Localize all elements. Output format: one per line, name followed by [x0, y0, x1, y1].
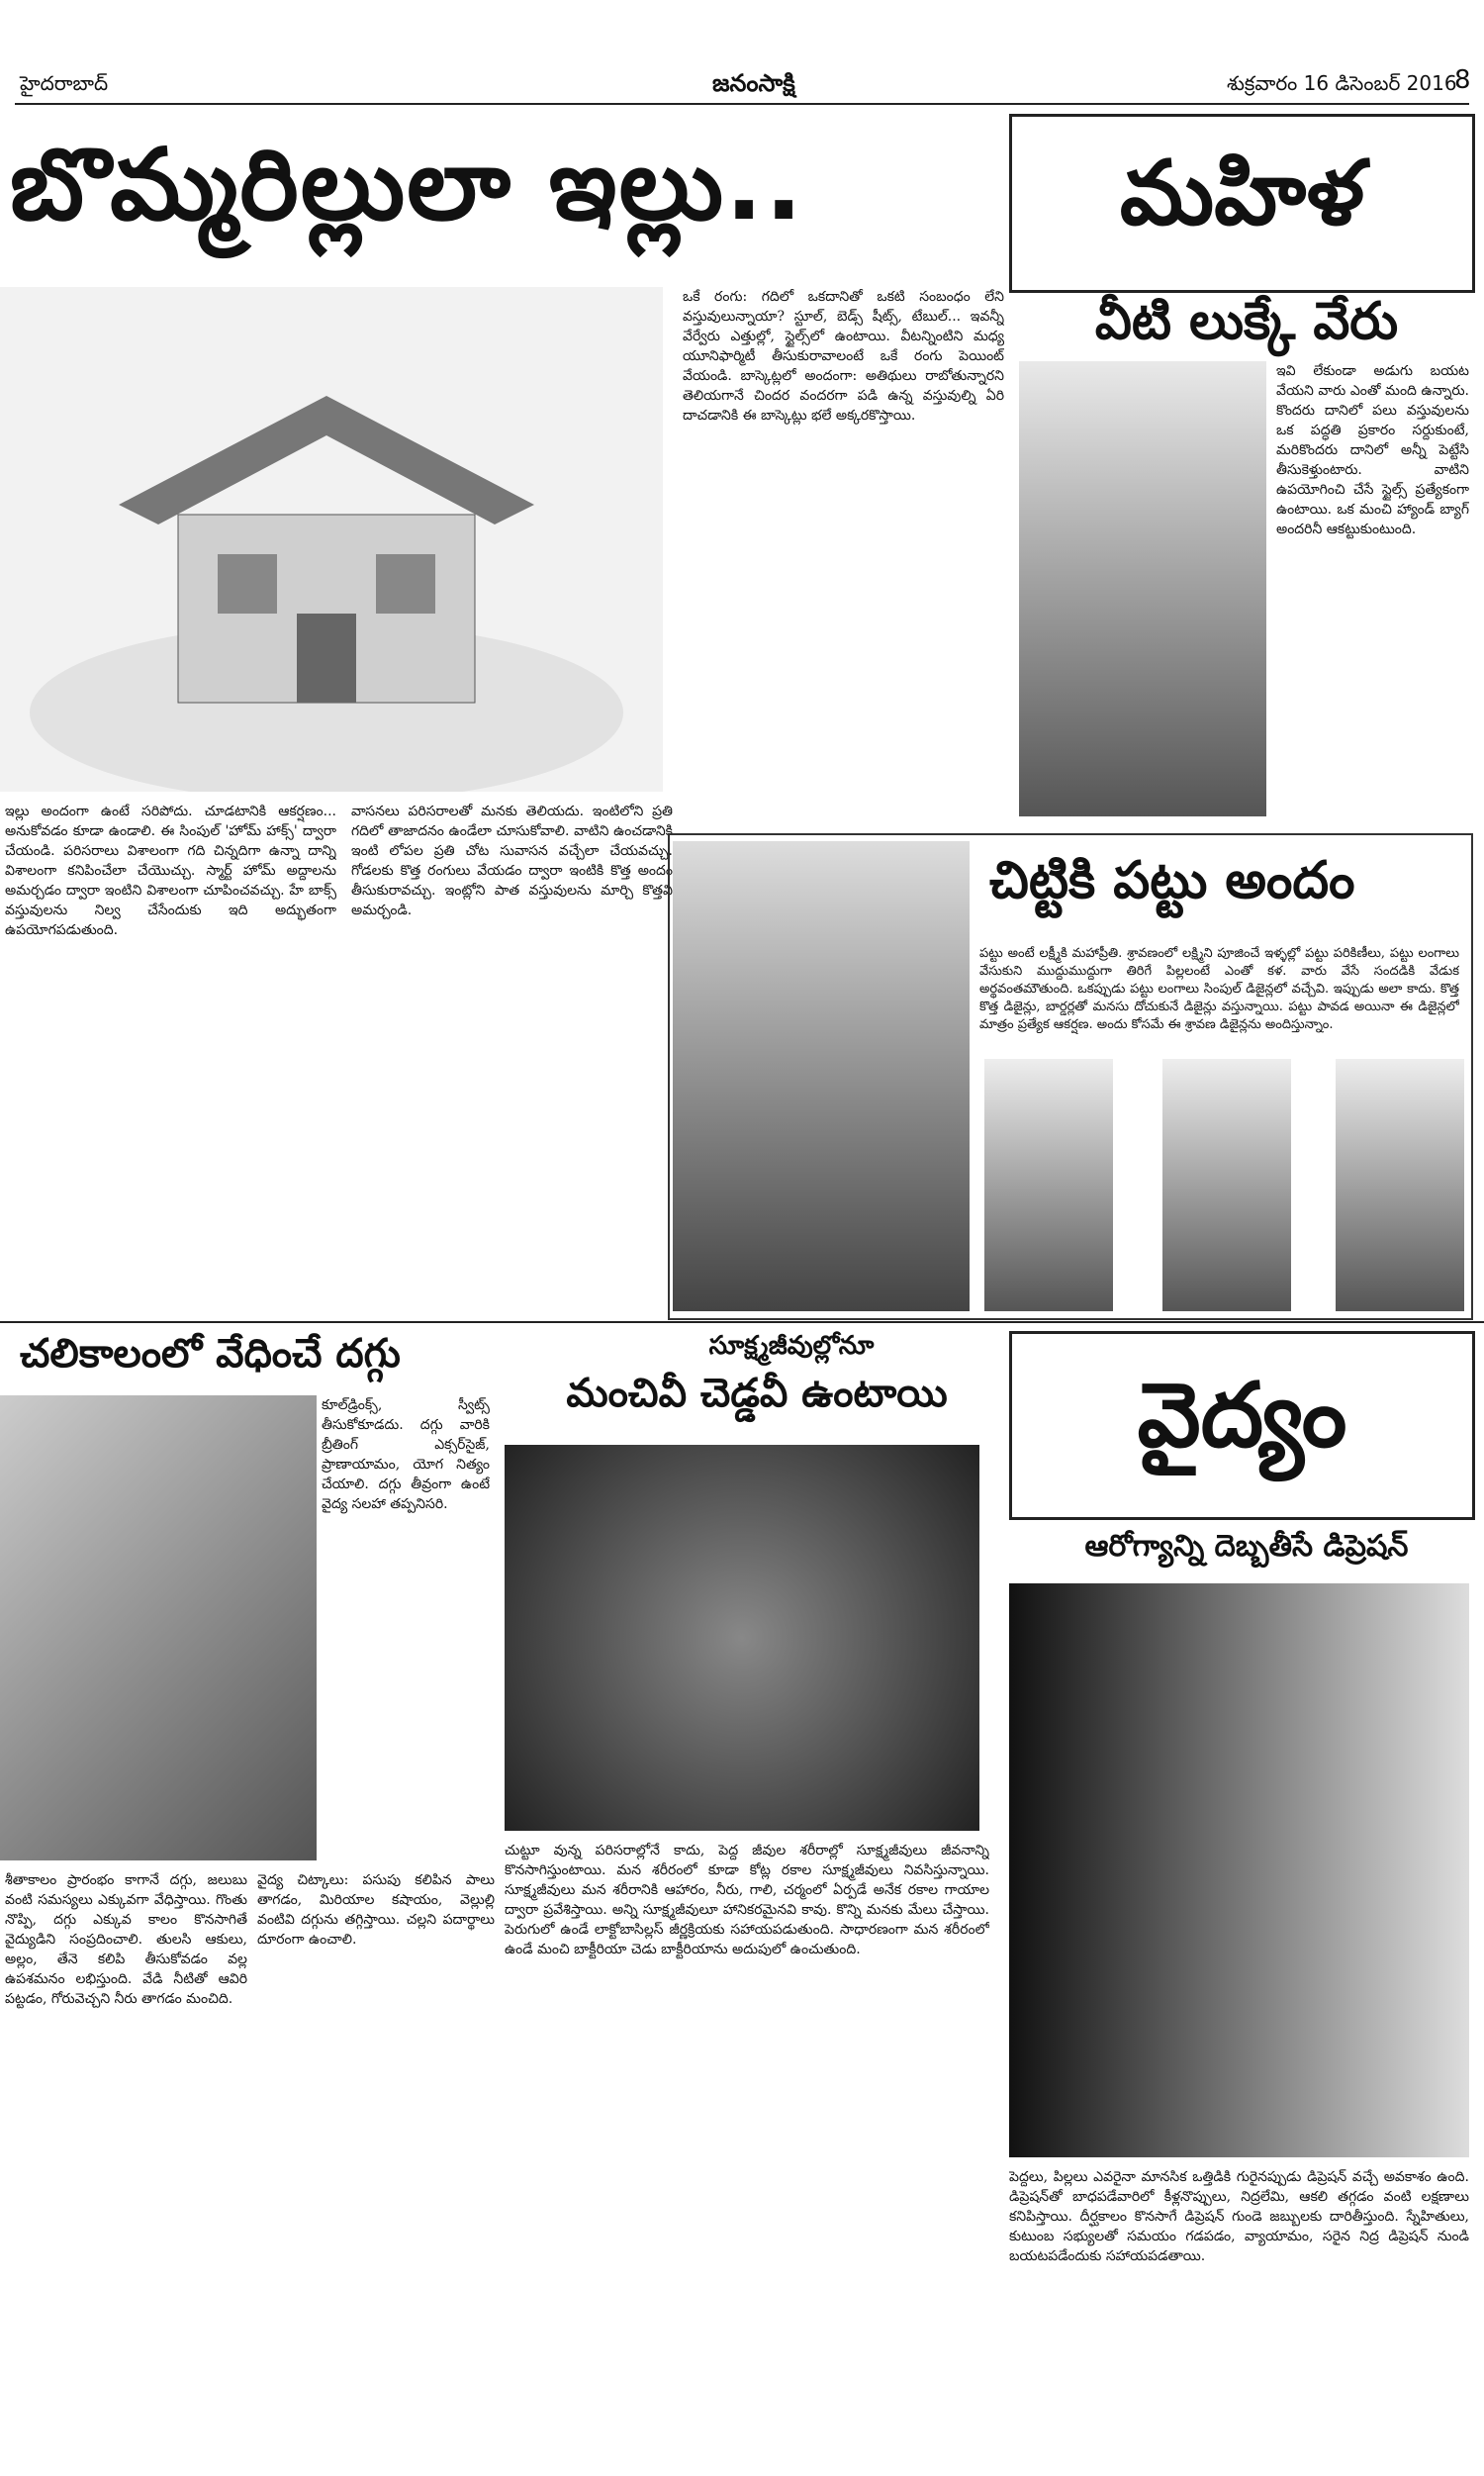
- microbes-photo: [505, 1445, 979, 1831]
- story-headline: బొమ్మరిల్లులా ఇల్లు..: [10, 127, 805, 242]
- daggu-headline: చలికాలంలో వేధించే దగ్గు: [20, 1331, 401, 1377]
- mahila-logo: మహిళ: [1009, 114, 1475, 293]
- story1-column-b: వాసనలు పరిసరాలతో మనకు తెలియదు. ఇంటిలోని ప్రతి గదిలో తాజాదనం ఉండేలా చూసుకోవాలి. వాటిని ఉంచడానికి ఇంటి లోపల ప్రతి చోట సువాసన వచ్చేలా చేయవచ్చు. గోడలకు కొత్త రంగులు వేయడం ద్వారా ఇంటికి కొత్త అందం తీసుకురావచ్చు. ఇంట్లోని పాత వస్తువులను మార్చి కొత్తవి అమర్చండి.: [351, 804, 673, 918]
- masthead-city: హైదరాబాద్: [20, 71, 109, 95]
- story1-column-c: ఒకే రంగు: గదిలో ఒకదానితో ఒకటి సంబంధం లేని వస్తువులున్నాయా? స్టూల్, బెడ్స్ షీట్స్, టేబుల్... ఇవన్నీ వేర్వేరు ఎత్తుల్లో, స్టైల్స్‌లో ఉంటాయి. వీటన్నింటిని మధ్య యూనిఫార్మిటీ తీసుకురావాలంటే ఒకే రంగు పెయింట్ వేయండి. బాస్కెట్లలో అందంగా: అతిథులు రాబోతున్నారని తెలియగానే చిందర వందరగా పడి ఉన్న వస్తువుల్ని ఏరి దాచడానికి ఈ బాస్కెట్లు భలే అక్కరకొస్తాయి.: [683, 289, 1004, 424]
- page-number: 8: [1454, 65, 1471, 95]
- section-divider: [0, 1321, 1484, 1323]
- pattu-body: పట్టు అంటే లక్ష్మీకి మహాప్రీతి. శ్రావణంలో లక్ష్మిని పూజించే ఇళ్ళల్లో పట్టు పరికిణీలు, పట్టు లంగాలు వేసుకుని ముద్దుముద్దుగా తిరిగే పిల్లలంటే ఎంతో కళ. వారు వేసే సందడికి వేడుక అర్థవంతమౌతుంది. ఒకప్పుడు పట్టు లంగాలు సింపుల్ డిజైన్లలో వచ్చేవి. ఇప్పుడు అలా కాదు. కొత్త కొత్త డిజైన్లు, బార్డర్లతో మనసు దోచుకునే డిజైన్లు వస్తున్నాయి. పట్టు పావడ అయినా ఈ డిజైన్లలో మాత్రం ప్రత్యేక ఆకర్షణ. అందు కోసమే ఈ శ్రావణ డిజైన్లను అందిస్తున్నాం.: [979, 946, 1459, 1032]
- house-photo: [0, 287, 663, 792]
- story1-column-a: ఇల్లు అందంగా ఉంటే సరిపోదు. చూడటానికి ఆకర్షణం... అనుకోవడం కూడా ఉండాలి. ఈ సింపుల్ 'హోమ్ హాక్స్' ద్వారా చేయండి. పరిసరాలు విశాలంగా గది చిన్నదిగా ఉన్నా దాన్ని విశాలంగా కనిపించేలా చేయొచ్చు. స్మార్ట్ హోమ్ అద్దాలను అమర్చడం ద్వారా ఇంటిని విశాలంగా చూపించవచ్చు. హే బాక్స్ వస్తువులను నిల్వ చేసేందుకు ఇది అద్భుతంగా ఉపయోగపడుతుంది.: [5, 804, 336, 938]
- daggu-column-a: శీతాకాలం ప్రారంభం కాగానే దగ్గు, జలుబు వంటి సమస్యలు ఎక్కువగా వేధిస్తాయి. గొంతు నొప్పి, దగ్గు ఎక్కువ కాలం కొనసాగితే వైద్యుడిని సంప్రదించాలి. తులసి ఆకులు, అల్లం, తేనె కలిపి తీసుకోవడం వల్ల ఉపశమనం లభిస్తుంది. వేడి నీటితో ఆవిరి పట్టడం, గోరువెచ్చని నీరు తాగడం మంచిది.: [5, 1872, 247, 2007]
- masthead-date: శుక్రవారం 16 డిసెంబర్ 2016: [1227, 71, 1457, 95]
- daggu-column-b: కూల్‌డ్రింక్స్, స్వీట్స్ తీసుకోకూడదు. దగ్గు వారికి బ్రీతింగ్ ఎక్సర్‌సైజ్, ప్రాణాయామం, యోగ నిత్యం చేయాలి. దగ్గు తీవ్రంగా ఉంటే వైద్య సలహా తప్పనిసరి.: [322, 1397, 490, 1512]
- daggu-column-c: వైద్య చిట్కాలు: పసుపు కలిపిన పాలు తాగడం, మిరియాల కషాయం, వెల్లుల్లి వంటివి దగ్గును తగ్గిస్తాయి. చల్లని పదార్థాలు దూరంగా ఉంచాలి.: [257, 1872, 495, 1948]
- vaidyam-headline: ఆరోగ్యాన్ని దెబ్బతీసే డిప్రెషన్: [1084, 1529, 1409, 1564]
- mahila-headline: వీటి లుక్కే వేరు: [1094, 292, 1399, 351]
- girl-pattu-photo: [673, 841, 970, 1311]
- vaidyam-body: పెద్దలు, పిల్లలు ఎవరైనా మానసిక ఒత్తిడికి గురైనప్పుడు డిప్రెషన్ వచ్చే అవకాశం ఉంది. డిప్రెషన్‌తో బాధపడేవారిలో కీళ్లనొప్పులు, నిద్రలేమి, ఆకలి తగ్గడం వంటి లక్షణాలు కనిపిస్తాయి. దీర్ఘకాలం కొనసాగే డిప్రెషన్ గుండె జబ్బులకు దారితీస్తుంది. స్నేహితులు, కుటుంబ సభ్యులతో సమయం గడపడం, వ్యాయామం, సరైన నిద్ర డిప్రెషన్ నుండి బయటపడేందుకు సహాయపడతాయి.: [1009, 2169, 1469, 2264]
- sukshma-headline: మంచివీ చెడ్డవీ ఉంటాయి: [566, 1371, 948, 1416]
- pattu-headline: చిట్టికి పట్టు అందం: [989, 851, 1355, 910]
- handbag-model-photo: [1019, 361, 1266, 816]
- sukshma-body: చుట్టూ వున్న పరిసరాల్లోనే కాదు, పెద్ద జీవుల శరీరాల్లో సూక్ష్మజీవులు జీవనాన్ని కొనసాగిస్తుంటాయి. మన శరీరంలో కూడా కోట్ల రకాల సూక్ష్మజీవులు నివసిస్తున్నాయి. సూక్ష్మజీవులు మన శరీరానికి ఆహారం, నీరు, గాలి, చర్మంలో ఏర్పడే అనేక రకాల గాయాల ద్వారా ప్రవేశిస్తాయి. అన్ని సూక్ష్మజీవులూ హానికరమైనవి కావు. కొన్ని మనకు మేలు చేస్తాయి. పెరుగులో ఉండే లాక్టోబాసిల్లస్ జీర్ణక్రియకు సహాయపడుతుంది. సాధారణంగా మన శరీరంలో ఉండే మంచి బాక్టీరియా చెడు బాక్టీరియాను అదుపులో ఉంచుతుంది.: [505, 1843, 989, 1957]
- kid-photo-1: [984, 1059, 1113, 1311]
- kid-photo-2: [1162, 1059, 1291, 1311]
- house-illustration: [0, 287, 663, 792]
- masthead-logo: జనంసాక్షి: [712, 69, 795, 97]
- sukshma-kicker: సూక్ష్మజీవుల్లోనూ: [708, 1331, 875, 1361]
- mahila-body: ఇవి లేకుండా అడుగు బయట వేయని వారు ఎంతో మంది ఉన్నారు. కొందరు దానిలో పలు వస్తువులను ఒక పద్ధతి ప్రకారం సర్దుకుంటే, మరికొందరు దానిలో అన్నీ పెట్టేసి తీసుకెళ్తుంటారు. వాటిని ఉపయోగించి చేసే స్టైల్స్ ప్రత్యేకంగా ఉంటాయి. ఒక మంచి హ్యాండ్ బ్యాగ్ అందరినీ ఆకట్టుకుంటుంది.: [1276, 363, 1469, 537]
- depression-photo: [1009, 1583, 1469, 2157]
- vaidyam-logo: వైద్యం: [1009, 1331, 1475, 1520]
- masthead-rule: [15, 103, 1469, 105]
- coughing-woman-photo: [0, 1395, 317, 1860]
- kid-photo-3: [1336, 1059, 1464, 1311]
